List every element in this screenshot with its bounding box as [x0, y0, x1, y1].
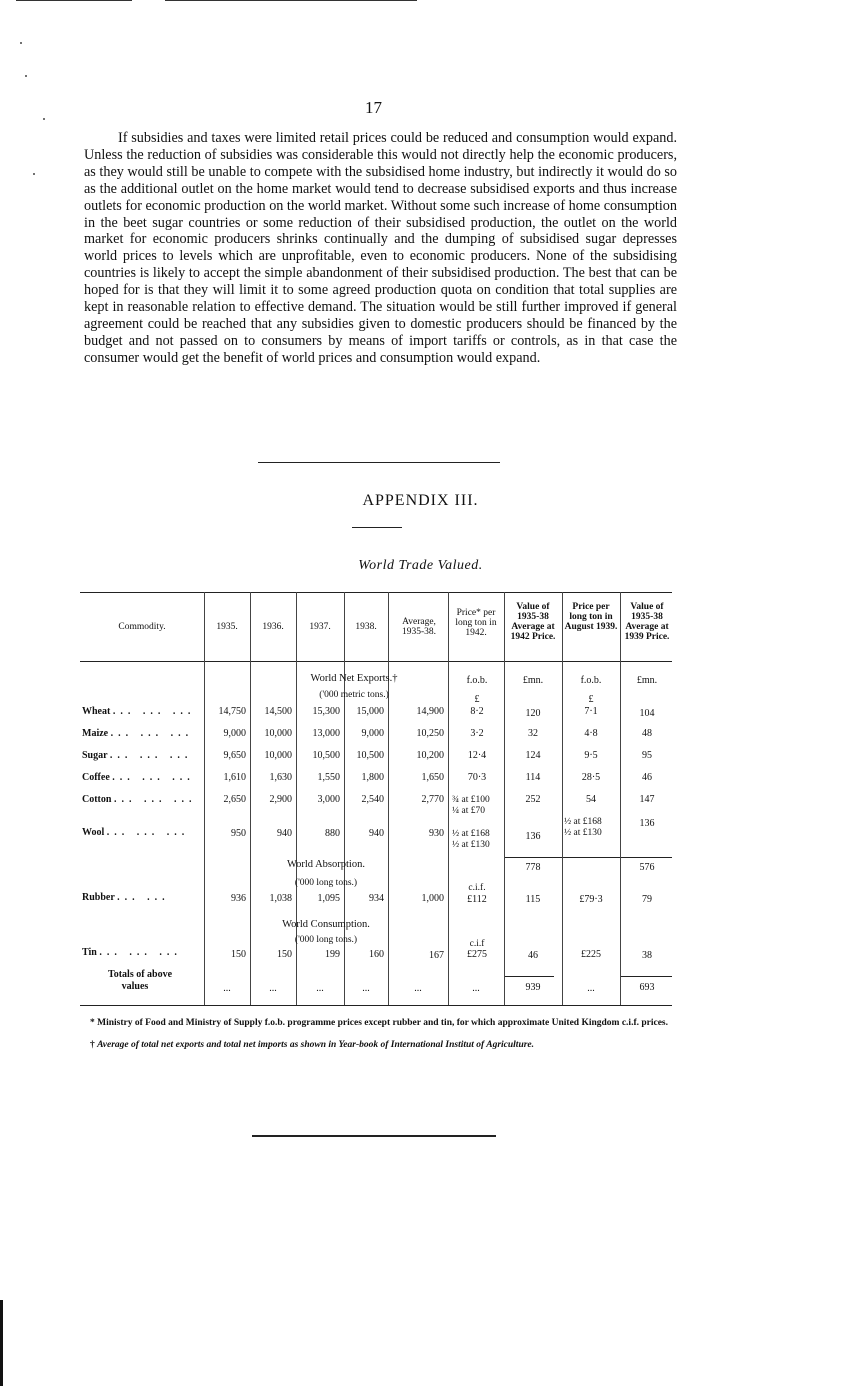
- cell-1938: 10,500: [356, 750, 384, 761]
- speck: [33, 173, 35, 175]
- cell-1938: 15,000: [356, 706, 384, 717]
- cell-value-1942: 46: [528, 950, 538, 961]
- unit-price-1942: f.o.b.: [466, 675, 488, 686]
- cell-1935: 9,000: [223, 728, 246, 739]
- row-commodity: [82, 772, 195, 783]
- row-commodity: [82, 827, 189, 838]
- row-commodity: [82, 892, 170, 903]
- cell-price-1942: 8·2: [470, 706, 484, 717]
- cell-average: 1,650: [421, 772, 444, 783]
- cell-value-1939: 38: [642, 950, 652, 961]
- header-value-1939: Value of 1935-38 Average at 1939 Price.: [624, 602, 670, 642]
- cell-1938: 2,540: [361, 794, 384, 805]
- cell-value-1939: 104: [639, 708, 655, 719]
- totals-empty: ...: [269, 983, 277, 994]
- footnote-dagger: [80, 1040, 674, 1051]
- total-rule-1942: [504, 976, 554, 977]
- speck: [25, 75, 27, 77]
- cell-1937: 3,000: [317, 794, 340, 805]
- commodity-name: Tin: [82, 947, 97, 958]
- commodity-name: Maize: [82, 728, 109, 739]
- speck: [43, 118, 45, 120]
- cell-1937: 880: [325, 828, 340, 839]
- cell-1936: 1,630: [269, 772, 292, 783]
- leader-dots: ... ... ...: [113, 794, 197, 805]
- cell-price-1942-b: ½ at £130: [452, 840, 490, 850]
- cell-price-1942-a: c.i.f: [469, 939, 485, 949]
- cell-price-1939: 4·8: [584, 728, 598, 739]
- section-absorption: World Absorption.: [287, 859, 365, 870]
- cell-1938: 1,800: [361, 772, 384, 783]
- top-rule-left: [16, 0, 132, 1]
- cell-price-1942-b: ¼ at £70: [452, 806, 485, 816]
- table-title: World Trade Valued.: [358, 558, 483, 573]
- cell-price-1939: £225: [581, 949, 601, 960]
- subtotal-value-1942: 778: [525, 862, 541, 873]
- commodity-name: Wheat: [82, 706, 111, 717]
- cell-average: 10,200: [416, 750, 444, 761]
- col-divider: [620, 592, 621, 1005]
- section-absorption-units: ('000 long tons.): [294, 878, 358, 888]
- header-average: Average, 1935-38.: [401, 617, 437, 637]
- section-net-exports: World Net Exports.†: [310, 673, 398, 684]
- cell-price-1942: 12·4: [467, 750, 487, 761]
- cell-price-1942-b: £112: [467, 894, 487, 905]
- footnote-star-mark: *: [90, 1018, 95, 1028]
- footnote-dagger-text: Average of total net exports and total net imports as shown in Year-book of International Institut of Agriculture.: [97, 1040, 535, 1050]
- cell-1936: 150: [277, 949, 292, 960]
- world-trade-table: [80, 592, 672, 1006]
- cell-value-1939: 79: [642, 894, 652, 905]
- cell-1936: 940: [277, 828, 292, 839]
- pound-sign: £: [474, 694, 480, 705]
- cell-1938: 934: [369, 893, 384, 904]
- cell-average: 1,000: [421, 893, 444, 904]
- closing-divider: [252, 1135, 496, 1137]
- cell-1936: 1,038: [269, 893, 292, 904]
- cell-average: 930: [429, 828, 444, 839]
- leader-dots: ... ... ...: [99, 947, 182, 958]
- cell-1937: 1,095: [317, 893, 340, 904]
- col-divider: [562, 592, 563, 1005]
- footnote-dagger-mark: †: [90, 1040, 95, 1050]
- cell-value-1942: 252: [525, 794, 541, 805]
- cell-1938: 9,000: [361, 728, 384, 739]
- top-rule-right: [165, 0, 417, 1]
- cell-price-1942: 70·3: [467, 772, 487, 783]
- cell-value-1942: 32: [528, 728, 538, 739]
- cell-price-1939: 28·5: [581, 772, 601, 783]
- header-price-1942: Price* per long ton in 1942.: [455, 608, 497, 638]
- cell-price-1939-a: ½ at £168: [564, 817, 602, 827]
- cell-1935: 950: [231, 828, 246, 839]
- cell-value-1942: 124: [525, 750, 541, 761]
- speck: [20, 42, 22, 44]
- totals-empty: ...: [472, 983, 480, 994]
- cell-average: 10,250: [416, 728, 444, 739]
- row-commodity: [82, 728, 193, 739]
- cell-1935: 936: [231, 893, 246, 904]
- appendix-title: APPENDIX III.: [362, 492, 479, 509]
- scan-edge-mark: [0, 1300, 3, 1386]
- page-number: 17: [365, 98, 382, 117]
- cell-value-1942: 120: [525, 708, 541, 719]
- section-consumption-units: ('000 long tons.): [294, 935, 358, 945]
- leader-dots: ... ... ...: [106, 827, 190, 838]
- cell-value-1939: 48: [642, 728, 652, 739]
- leader-dots: ... ... ...: [112, 706, 196, 717]
- cell-price-1939: 9·5: [584, 750, 598, 761]
- table-top-rule: [80, 592, 672, 593]
- col-divider: [448, 592, 449, 1005]
- cell-1935: 150: [231, 949, 246, 960]
- cell-average: 167: [429, 950, 444, 961]
- totals-empty: ...: [587, 983, 595, 994]
- commodity-name: Wool: [82, 827, 105, 838]
- subtotal-value-1939: 576: [639, 862, 655, 873]
- totals-value-1939: 693: [639, 982, 655, 993]
- cell-1937: 15,300: [312, 706, 340, 717]
- cell-price-1939: 7·1: [584, 706, 598, 717]
- footnote-star: [80, 1018, 674, 1029]
- cell-1937: 13,000: [312, 728, 340, 739]
- cell-1937: 10,500: [312, 750, 340, 761]
- footnote-star-text: Ministry of Food and Ministry of Supply f.o.b. programme prices except rubber and tin, for which approximate United Kingdom c.i.f. prices.: [97, 1018, 669, 1028]
- cell-value-1942: 114: [525, 772, 541, 783]
- row-commodity: [82, 706, 195, 717]
- cell-value-1939: 147: [639, 794, 655, 805]
- cell-value-1939: 95: [642, 750, 652, 761]
- cell-1936: 10,000: [264, 728, 292, 739]
- leader-dots: ... ... ...: [109, 750, 193, 761]
- header-1936: 1936.: [262, 622, 284, 632]
- cell-value-1939: 136: [639, 818, 655, 829]
- totals-label-line2: values: [121, 981, 149, 992]
- cell-1936: 2,900: [269, 794, 292, 805]
- totals-value-1942: 939: [525, 982, 541, 993]
- cell-price-1942: 3·2: [470, 728, 484, 739]
- leader-dots: ... ... ...: [112, 772, 195, 783]
- pound-sign: £: [588, 694, 594, 705]
- cell-price-1939: 54: [586, 794, 596, 805]
- cell-average: 2,770: [421, 794, 444, 805]
- section-divider: [258, 462, 500, 463]
- cell-1935: 2,650: [223, 794, 246, 805]
- leader-dots: ... ...: [117, 892, 170, 903]
- unit-price-1939: f.o.b.: [580, 675, 602, 686]
- body-paragraph: If subsidies and taxes were limited retail prices could be reduced and consumption would expand. Unless the reduction of subsidies was considerable this would not directly help the economic producers, as they would still be unable to compete with the subsidised home industry, but indirectly it would do so as the additional outlet on the home market would tend to decrease subsidised exports and thus increase outlets for economic production on the world market. Without some such increase of home consumption in the beet sugar countries or some reduction of their subsidised production, the outlet on the world market for economic producers shrinks continually and the dumping of subsidised sugar depresses world prices to levels which are unprofitable, even to economic producers. None of the subsidising countries is likely to accept the simple abandonment of their subsidised production. The best that can be hoped for is that they will limit it to some agreed production quota on condition that total supplies are kept in reasonable relation to effective demand. The situation would be still further improved if general agreement could be reached that any subsidies given to domestic producers should be financed by the budget and not passed on to consumers by means of import tariffs or controls, as in that case the consumer would get the benefit of world prices and consumption would expand.: [84, 130, 677, 366]
- header-value-1942: Value of 1935-38 Average at 1942 Price.: [510, 602, 556, 642]
- commodity-name: Cotton: [82, 794, 112, 805]
- section-consumption: World Consumption.: [282, 919, 370, 930]
- cell-1937: 1,550: [317, 772, 340, 783]
- totals-empty: ...: [414, 983, 422, 994]
- header-1937: 1937.: [309, 622, 331, 632]
- table-bottom-rule: [80, 1005, 672, 1006]
- section-net-exports-units: ('000 metric tons.): [319, 690, 389, 700]
- header-1938: 1938.: [355, 622, 377, 632]
- cell-1936: 10,000: [264, 750, 292, 761]
- commodity-name: Sugar: [82, 750, 108, 761]
- cell-1936: 14,500: [264, 706, 292, 717]
- cell-1938: 940: [369, 828, 384, 839]
- leader-dots: ... ... ...: [110, 728, 194, 739]
- title-underline: [352, 527, 402, 528]
- row-commodity: [82, 750, 192, 761]
- col-divider: [504, 592, 505, 1005]
- cell-value-1939: 46: [642, 772, 652, 783]
- unit-value-1942: £mn.: [522, 675, 544, 686]
- row-commodity: [82, 794, 196, 805]
- totals-label-line1: Totals of above: [107, 969, 173, 980]
- cell-1938: 160: [369, 949, 384, 960]
- header-1935: 1935.: [216, 622, 238, 632]
- cell-1937: 199: [325, 949, 340, 960]
- cell-value-1942: 136: [525, 831, 541, 842]
- cell-1935: 1,610: [223, 772, 246, 783]
- cell-price-1942-a: ½ at £168: [452, 829, 490, 839]
- cell-value-1942: 115: [525, 894, 541, 905]
- row-commodity: [82, 947, 182, 958]
- subtotal-rule: [504, 857, 672, 858]
- cell-price-1939-b: ½ at £130: [564, 828, 602, 838]
- header-bottom-rule: [80, 661, 672, 662]
- total-rule-1939: [620, 976, 672, 977]
- unit-value-1939: £mn.: [636, 675, 658, 686]
- commodity-name: Coffee: [82, 772, 110, 783]
- header-commodity: Commodity.: [118, 622, 166, 632]
- cell-price-1942-a: c.i.f.: [468, 883, 486, 893]
- cell-price-1942-a: ¾ at £100: [452, 795, 490, 805]
- totals-empty: ...: [316, 983, 324, 994]
- cell-average: 14,900: [416, 706, 444, 717]
- cell-price-1942-b: £275: [467, 949, 487, 960]
- totals-empty: ...: [223, 983, 231, 994]
- commodity-name: Rubber: [82, 892, 115, 903]
- cell-1935: 9,650: [223, 750, 246, 761]
- header-price-1939: Price per long ton in August 1939.: [564, 602, 618, 632]
- totals-empty: ...: [362, 983, 370, 994]
- cell-1935: 14,750: [218, 706, 246, 717]
- cell-price-1939: £79·3: [579, 894, 603, 905]
